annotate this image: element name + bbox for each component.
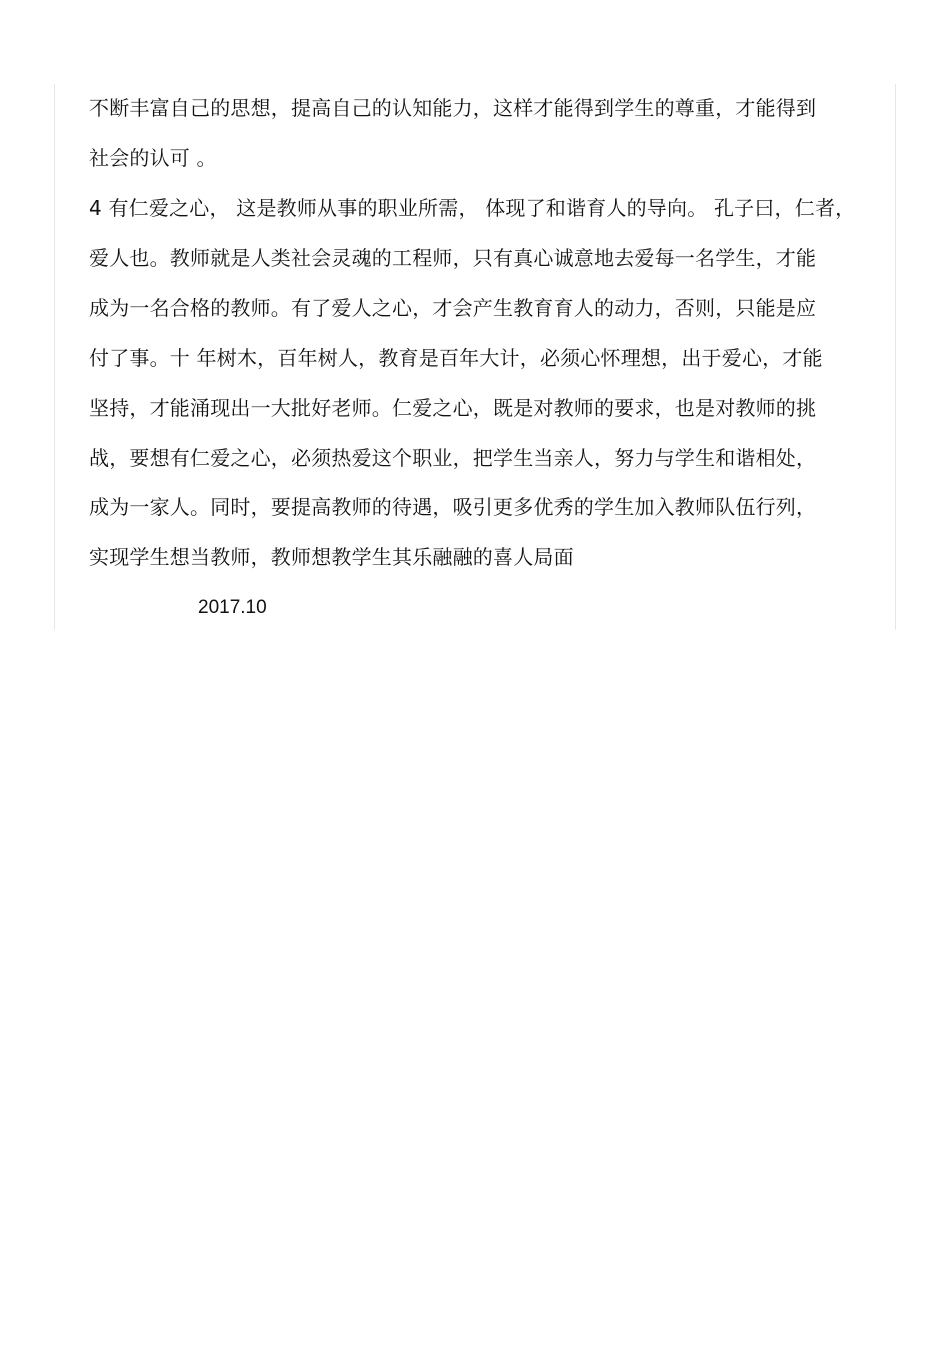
paragraph-line: 付了事。十 年树木，百年树人，教育是百年大计，必须心怀理想，出于爱心，才能: [89, 346, 823, 370]
paragraph-line: 社会的认可 。: [89, 146, 217, 170]
paragraph-line: 成为一名合格的教师。有了爱人之心，才会产生教育育人的动力，否则，只能是应: [89, 296, 817, 320]
paragraph-line: 4 有仁爱之心， 这是教师从事的职业所需， 体现了和谐育人的导向。 孔子曰，仁者，: [89, 196, 856, 220]
page-border-left: [54, 84, 55, 630]
paragraph-line: 实现学生想当教师，教师想教学生其乐融融的喜人局面: [89, 545, 574, 569]
paragraph-line: 成为一家人。同时，要提高教师的待遇，吸引更多优秀的学生加入教师队伍行列，: [89, 495, 817, 519]
paragraph-line: 不断丰富自己的思想，提高自己的认知能力，这样才能得到学生的尊重，才能得到: [89, 96, 817, 120]
paragraph-line: 爱人也。教师就是人类社会灵魂的工程师，只有真心诚意地去爱每一名学生，才能: [89, 246, 817, 270]
document-date: 2017.10: [198, 597, 267, 618]
paragraph-line: 战，要想有仁爱之心，必须热爱这个职业，把学生当亲人，努力与学生和谐相处，: [89, 446, 817, 470]
paragraph-line: 坚持，才能涌现出一大批好老师。仁爱之心，既是对教师的要求，也是对教师的挑: [89, 396, 817, 420]
page-border-right: [895, 84, 896, 630]
